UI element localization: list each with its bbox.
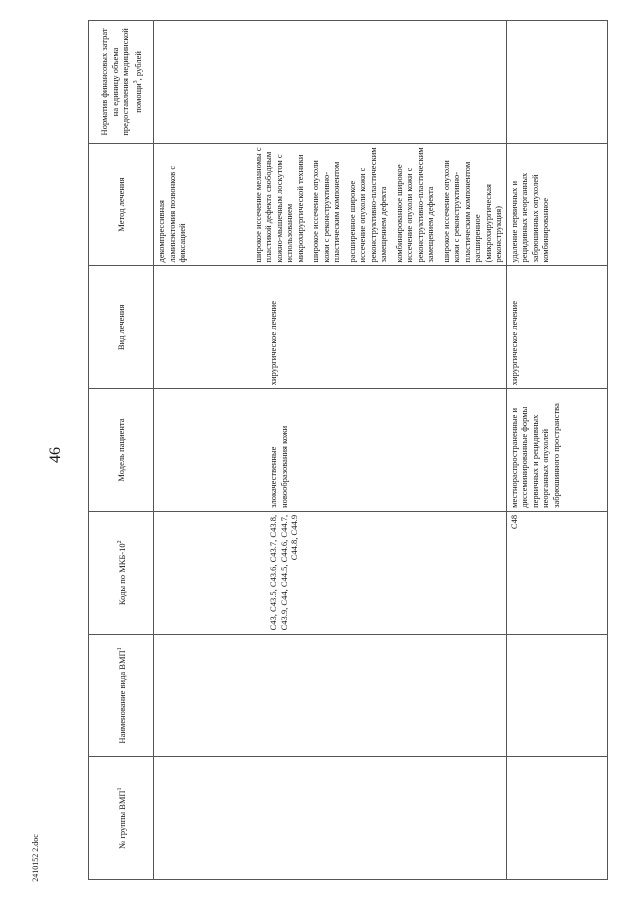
table-row [506,21,607,880]
cell-treatment-type: хирургическое лечение [154,266,507,389]
header-patient-model: Модель пациента [89,389,154,512]
method-item: расширенное широкое иссечение опухоли кожи с реконструктивно-пластическим замещением дефекта [346,147,388,263]
cell-treatment-type: хирургическое лечение [506,266,607,389]
table-header-row [89,21,154,880]
method-item: комбинированное широкое иссечение опухоли кожи с реконструктивно-пластическим замещением дефекта [393,147,435,263]
header-group-number: № группы ВМП$^1$ [89,757,154,880]
method-item: удаление первичных и рецидивных неорганных забрюшинных опухолей комбинированное [508,172,550,263]
method-item: широкое иссечение опухоли кожи с реконструктивно-пластическим компонентом [310,160,341,263]
cell-icd-codes: C43, C43.5, C43.6, C43.7, C43.8, C43.9, C44, C44.5, C44.6, C44.7, C44.8, C44.9 [154,511,507,634]
page-number: 46 [47,447,64,463]
footer-document-code: 2410152 2.doc [31,834,40,882]
header-treatment-type: Вид лечения [89,266,154,389]
rotated-page-content [88,20,561,880]
header-vmp-name: Наименование вида ВМП$^1$ [89,634,154,757]
method-item: широкое иссечение меланомы с пластикой дефекта свободным кожно-мышечным лоскутом с использованием микрохирургической техники [252,147,305,263]
header-treatment-method: Метод лечения [89,143,154,266]
cell-financial-norm [154,21,507,144]
cell-patient-model: местнораспространенные и диссеминированные формы первичных и рецидивных неорганных опухолей забрюшинного пространства [506,389,607,512]
method-item: декомпрессивная ламинэктомия позвонков с фиксацией [156,165,187,263]
cell-treatment-method [506,143,607,266]
header-financial-norm: Норматив финансовых затрат на единицу объема предоставления медицинской помощи$^3$, рублей [89,21,154,144]
table-row [154,21,507,880]
cell-vmp-name [506,634,607,757]
cell-financial-norm [506,21,607,144]
cell-icd-codes: C48 [506,511,607,634]
cell-vmp-name [154,634,507,757]
cell-group-number [506,757,607,880]
header-icd-codes: Коды по МКБ-$10^2$ [89,511,154,634]
cell-treatment-method [154,143,507,266]
cell-patient-model: злокачественные новообразования кожи [154,389,507,512]
vmp-table [88,20,608,880]
method-item: широкое иссечение опухоли кожи с реконструктивно-пластическим компонентом расширенное (микрохирургическая реконструкция) [440,160,503,263]
cell-group-number [154,757,507,880]
